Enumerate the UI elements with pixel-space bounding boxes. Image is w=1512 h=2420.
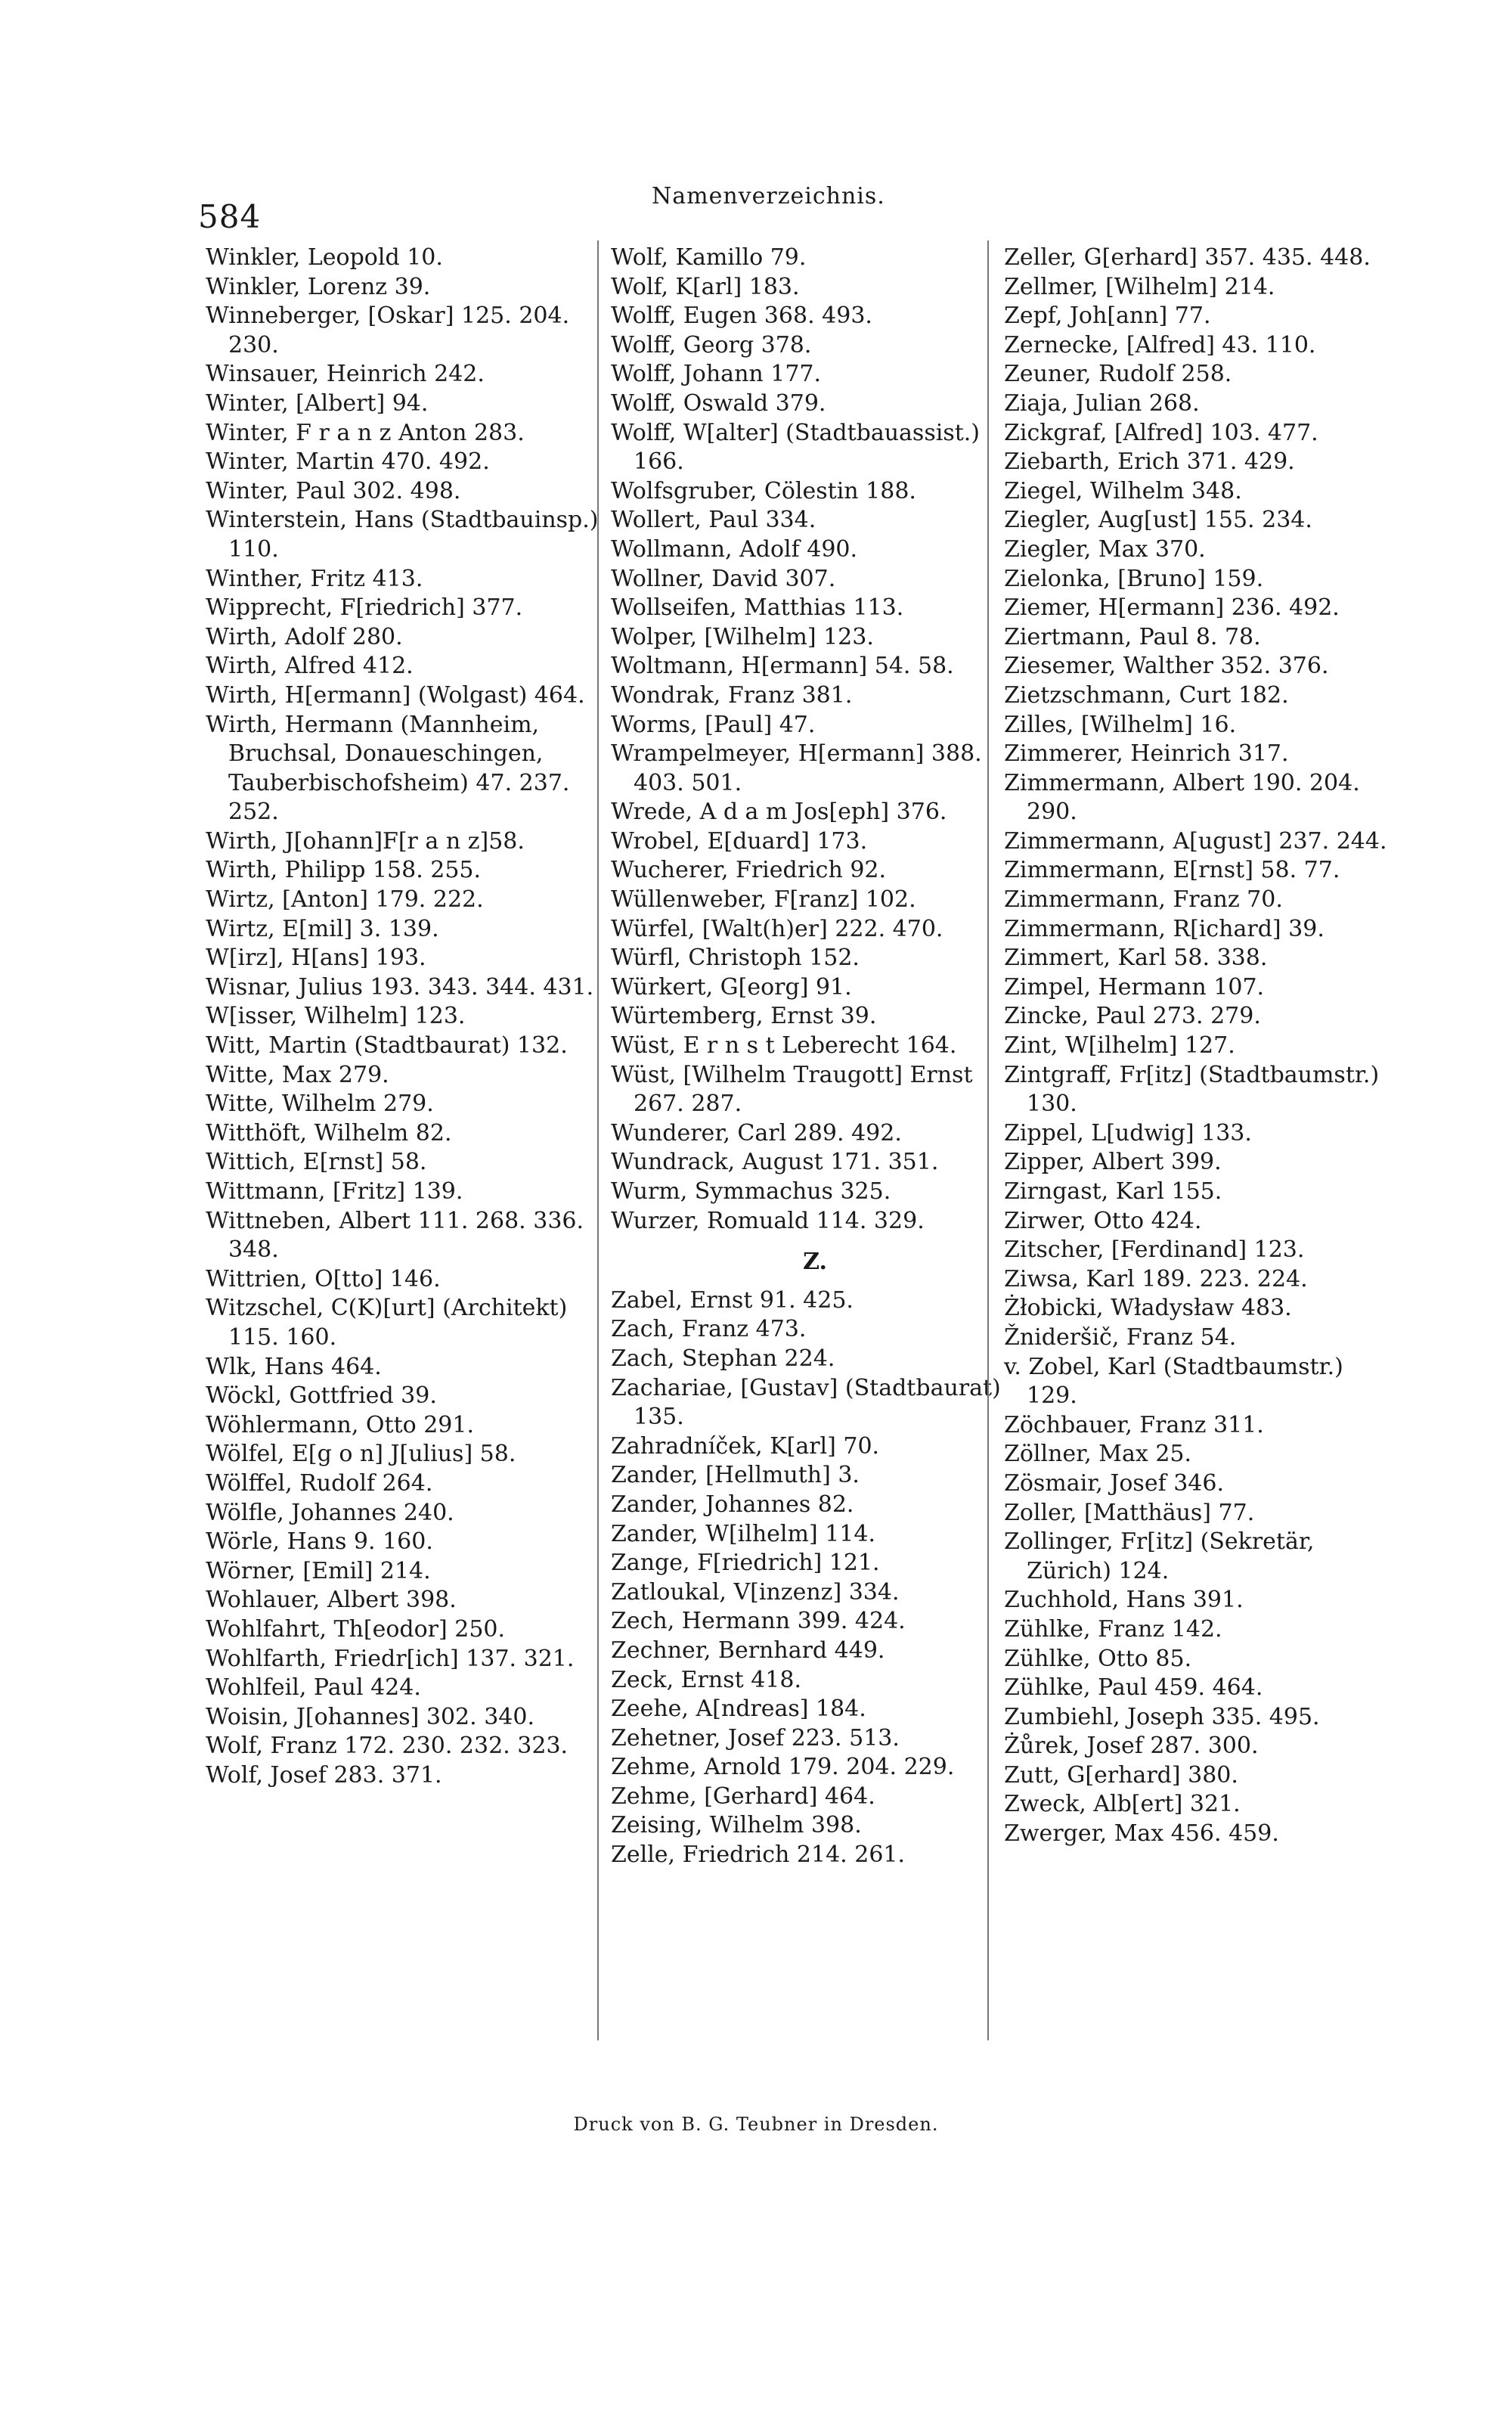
index-entry: Zirwer, Otto 424. [1004,1207,1202,1234]
index-entry: Wöhlermann, Otto 291. [206,1411,475,1438]
index-entry: Wolff, Oswald 379. [611,389,826,417]
index-entry: v. Zobel, Karl (Stadtbaumstr.) 129. [1004,1353,1343,1410]
index-entry: Zechner, Bernhard 449. [611,1637,885,1664]
index-entry: Wohlfahrt, Th[eodor] 250. [206,1615,506,1643]
index-entry: Zech, Hermann 399. 424. [611,1608,906,1635]
section-letter-heading: Z. [803,1249,827,1276]
index-entry: Zachariae, [Gustav] (Stadtbaurat) 135. [611,1374,1001,1431]
index-entry: Zeck, Ernst 418. [611,1666,801,1693]
running-title: Namenverzeichnis. [652,183,885,209]
index-entry: Ziegel, Wilhelm 348. [1004,477,1242,504]
index-entry: Winkler, Leopold 10. [206,244,443,271]
index-entry: Wollner, David 307. [611,565,836,592]
index-entry: Winther, Fritz 413. [206,565,423,592]
index-entry: Wlk, Hans 464. [206,1353,382,1380]
index-entry: Zimmermann, Albert 190. 204. 290. [1004,769,1360,826]
column-divider [597,240,599,2040]
index-entry: Wolf, Franz 172. 230. 232. 323. [206,1733,569,1760]
index-entry: Winter, F r a n z Anton 283. [206,419,525,446]
index-entry: Zimmert, Karl 58. 338. [1004,945,1268,972]
index-entry: Winterstein, Hans (Stadtbauinsp.) 110. [206,507,599,563]
index-entry: Würfel, [Walt(h)er] 222. 470. [611,915,943,942]
index-entry: Zollinger, Fr[itz] (Sekretär, Zürich) 124. [1004,1528,1315,1584]
index-entry: Wölfle, Johannes 240. [206,1499,454,1526]
index-entry: Zumbiehl, Joseph 335. 495. [1004,1703,1320,1730]
index-entry: Wolff, Johann 177. [611,361,822,388]
index-entry: Zösmair, Josef 346. [1004,1469,1225,1497]
index-entry: Wucherer, Friedrich 92. [611,857,887,884]
index-entry: Zehme, Arnold 179. 204. 229. [611,1754,955,1781]
index-entry: Wollmann, Adolf 490. [611,535,858,563]
index-entry: Wrobel, E[duard] 173. [611,827,868,855]
index-entry: W[irz], H[ans] 193. [206,945,426,972]
index-entry: Zühlke, Paul 459. 464. [1004,1674,1263,1702]
index-entry: Wollseifen, Matthias 113. [611,594,904,622]
index-entry: Zehetner, Josef 223. 513. [611,1724,900,1751]
index-entry: Worms, [Paul] 47. [611,711,816,738]
index-entry: Witte, Wilhelm 279. [206,1091,434,1118]
column-divider [987,240,989,2040]
index-entry: Wittich, E[rnst] 58. [206,1149,427,1176]
index-entry: Zach, Stephan 224. [611,1345,835,1372]
index-entry: Wirtz, [Anton] 179. 222. [206,886,484,914]
index-entry: Zatloukal, V[inzenz] 334. [611,1578,900,1606]
index-entry: Winter, Paul 302. 498. [206,477,461,504]
index-entry: Wohlfeil, Paul 424. [206,1674,421,1702]
index-entry: Zernecke, [Alfred] 43. 110. [1004,331,1316,358]
index-entry: Winneberger, [Oskar] 125. 204. 230. [206,302,570,358]
index-entry: Wittmann, [Fritz] 139. [206,1178,463,1205]
index-entry: Ziwsa, Karl 189. 223. 224. [1004,1265,1308,1292]
index-entry: Wondrak, Franz 381. [611,681,853,709]
index-entry: Wipprecht, F[riedrich] 377. [206,594,523,622]
index-entry: Wunderer, Carl 289. 492. [611,1119,902,1146]
printer-note: Druck von B. G. Teubner in Dresden. [573,2114,939,2135]
index-entry: Wisnar, Julius 193. 343. 344. 431. [206,973,594,1001]
index-entry: Wöckl, Gottfried 39. [206,1382,437,1410]
index-entry: Zimmermann, A[ugust] 237. 244. [1004,827,1387,855]
index-entry: Wrampelmeyer, H[ermann] 388. 403. 501. [611,740,982,796]
index-entry: Wolper, [Wilhelm] 123. [611,623,874,650]
index-entry: Zietzschmann, Curt 182. [1004,681,1289,709]
index-entry: Zickgraf, [Alfred] 103. 477. [1004,419,1318,446]
index-entry: Zint, W[ilhelm] 127. [1004,1032,1235,1060]
index-entry: Wüllenweber, F[ranz] 102. [611,886,916,914]
index-entry: Zeuner, Rudolf 258. [1004,361,1232,388]
index-entry: Zeehe, A[ndreas] 184. [611,1696,866,1723]
index-entry: Zimpel, Hermann 107. [1004,973,1265,1001]
index-entry: Zitscher, [Ferdinand] 123. [1004,1236,1305,1264]
index-entry: Wölffel, Rudolf 264. [206,1469,433,1497]
index-entry: Zange, F[riedrich] 121. [611,1550,880,1577]
index-entry: Zilles, [Wilhelm] 16. [1004,711,1237,738]
index-entry: Wurzer, Romuald 114. 329. [611,1207,925,1234]
index-entry: Wölfel, E[g o n] J[ulius] 58. [206,1441,516,1468]
index-entry: Zimmerer, Heinrich 317. [1004,740,1289,768]
index-entry: Zeller, G[erhard] 357. 435. 448. [1004,244,1371,271]
index-entry: Zirngast, Karl 155. [1004,1178,1222,1205]
index-entry: Zühlke, Otto 85. [1004,1645,1192,1672]
index-entry: Zutt, G[erhard] 380. [1004,1761,1238,1789]
index-entry: Zuchhold, Hans 391. [1004,1587,1244,1614]
index-entry: Wolf, K[arl] 183. [611,273,800,300]
index-entry: Zander, [Hellmuth] 3. [611,1462,860,1489]
index-entry: Zincke, Paul 273. 279. [1004,1003,1261,1030]
index-entry: Zoller, [Matthäus] 77. [1004,1499,1255,1526]
index-entry: Żłobicki, Władysław 483. [1004,1295,1292,1322]
index-entry: Wirth, Hermann (Mannheim, Bruchsal, Donaueschingen, Tauberbischofsheim) 47. 237. 252. [206,711,570,826]
index-entry: Zahradníček, K[arl] 70. [611,1432,880,1460]
index-entry: Zwerger, Max 456. 459. [1004,1820,1279,1848]
index-entry: Zimmermann, E[rnst] 58. 77. [1004,857,1340,884]
index-entry: Wollert, Paul 334. [611,507,816,534]
index-entry: Ziegler, Max 370. [1004,535,1206,563]
index-entry: Ziegler, Aug[ust] 155. 234. [1004,507,1312,534]
index-entry: Wohlauer, Albert 398. [206,1587,457,1614]
index-entry: Wirth, J[ohann]F[r a n z]58. [206,827,525,855]
index-entry: Wrede, A d a m Jos[eph] 376. [611,799,947,826]
index-entry: Witte, Max 279. [206,1061,389,1088]
index-entry: Wirth, Alfred 412. [206,653,414,680]
index-entry: Zehme, [Gerhard] 464. [611,1782,875,1810]
index-entry: Woltmann, H[ermann] 54. 58. [611,653,954,680]
index-entry: Ziesemer, Walther 352. 376. [1004,653,1329,680]
index-entry: Witzschel, C(K)[urt] (Architekt) 115. 160. [206,1295,568,1351]
index-entry: Zimmermann, Franz 70. [1004,886,1283,914]
index-entry: Zipper, Albert 399. [1004,1149,1222,1176]
index-entry: Wolf, Josef 283. 371. [206,1761,442,1789]
index-entry: Zander, Johannes 82. [611,1491,854,1518]
index-column-2 [611,244,1019,1870]
index-entry: Ziemer, H[ermann] 236. 492. [1004,594,1340,622]
index-entry: Zach, Franz 473. [611,1316,807,1343]
index-column-3 [1004,244,1397,1849]
index-entry: Winter, Martin 470. 492. [206,448,490,476]
index-entry: W[isser, Wilhelm] 123. [206,1003,466,1030]
index-entry: Wittrien, O[tto] 146. [206,1265,441,1292]
index-entry: Würtemberg, Ernst 39. [611,1003,877,1030]
index-entry: Wittneben, Albert 111. 268. 336. 348. [206,1207,584,1264]
index-entry: Witt, Martin (Stadtbaurat) 132. [206,1032,568,1060]
index-entry: Wolfsgruber, Cölestin 188. [611,477,916,504]
index-entry: Winsauer, Heinrich 242. [206,361,485,388]
index-entry: Winkler, Lorenz 39. [206,273,431,300]
index-entry: Zeising, Wilhelm 398. [611,1812,862,1839]
index-entry: Zöchbauer, Franz 311. [1004,1411,1264,1438]
index-entry: Zweck, Alb[ert] 321. [1004,1791,1241,1818]
index-entry: Zelle, Friedrich 214. 261. [611,1841,906,1869]
index-entry: Zielonka, [Bruno] 159. [1004,565,1264,592]
index-entry: Woisin, J[ohannes] 302. 340. [206,1703,534,1730]
index-entry: Wohlfarth, Friedr[ich] 137. 321. [206,1645,575,1672]
index-entry: Žnideršič, Franz 54. [1004,1323,1237,1351]
index-entry: Wirth, Philipp 158. 255. [206,857,482,884]
index-entry: Zühlke, Franz 142. [1004,1615,1222,1643]
index-entry: Wirtz, E[mil] 3. 139. [206,915,439,942]
index-entry: Zellmer, [Wilhelm] 214. [1004,273,1275,300]
index-entry: Zabel, Ernst 91. 425. [611,1286,854,1314]
index-entry: Zimmermann, R[ichard] 39. [1004,915,1325,942]
index-entry: Ziaja, Julian 268. [1004,389,1200,417]
index-entry: Wirth, H[ermann] (Wolgast) 464. [206,681,585,709]
index-entry: Wolf, Kamillo 79. [611,244,807,271]
index-entry: Würkert, G[eorg] 91. [611,973,852,1001]
index-entry: Wüst, [Wilhelm Traugott] Ernst 267. 287. [611,1061,973,1118]
index-entry: Winter, [Albert] 94. [206,389,429,417]
index-entry: Zippel, L[udwig] 133. [1004,1119,1252,1146]
index-entry: Wirth, Adolf 280. [206,623,403,650]
index-entry: Wörner, [Emil] 214. [206,1557,431,1584]
index-entry: Zepf, Joh[ann] 77. [1004,302,1211,330]
index-entry: Ziebarth, Erich 371. 429. [1004,448,1295,476]
index-column-1 [206,244,614,1790]
index-entry: Żůrek, Josef 287. 300. [1004,1733,1259,1760]
index-entry: Wurm, Symmachus 325. [611,1178,891,1205]
index-entry: Wüst, E r n s t Leberecht 164. [611,1032,957,1060]
index-entry: Würfl, Christoph 152. [611,945,860,972]
page-number: 584 [198,198,262,235]
index-entry: Zöllner, Max 25. [1004,1441,1192,1468]
index-entry: Wundrack, August 171. 351. [611,1149,939,1176]
index-entry: Wörle, Hans 9. 160. [206,1528,433,1556]
index-entry: Wolff, W[alter] (Stadtbauassist.) 166. [611,419,981,476]
index-entry: Wolff, Eugen 368. 493. [611,302,872,330]
index-entry: Ziertmann, Paul 8. 78. [1004,623,1261,650]
index-entry: Zintgraff, Fr[itz] (Stadtbaumstr.) 130. [1004,1061,1380,1118]
index-entry: Wolff, Georg 378. [611,331,812,358]
index-entry: Zander, W[ilhelm] 114. [611,1520,876,1547]
index-entry: Witthöft, Wilhelm 82. [206,1119,452,1146]
